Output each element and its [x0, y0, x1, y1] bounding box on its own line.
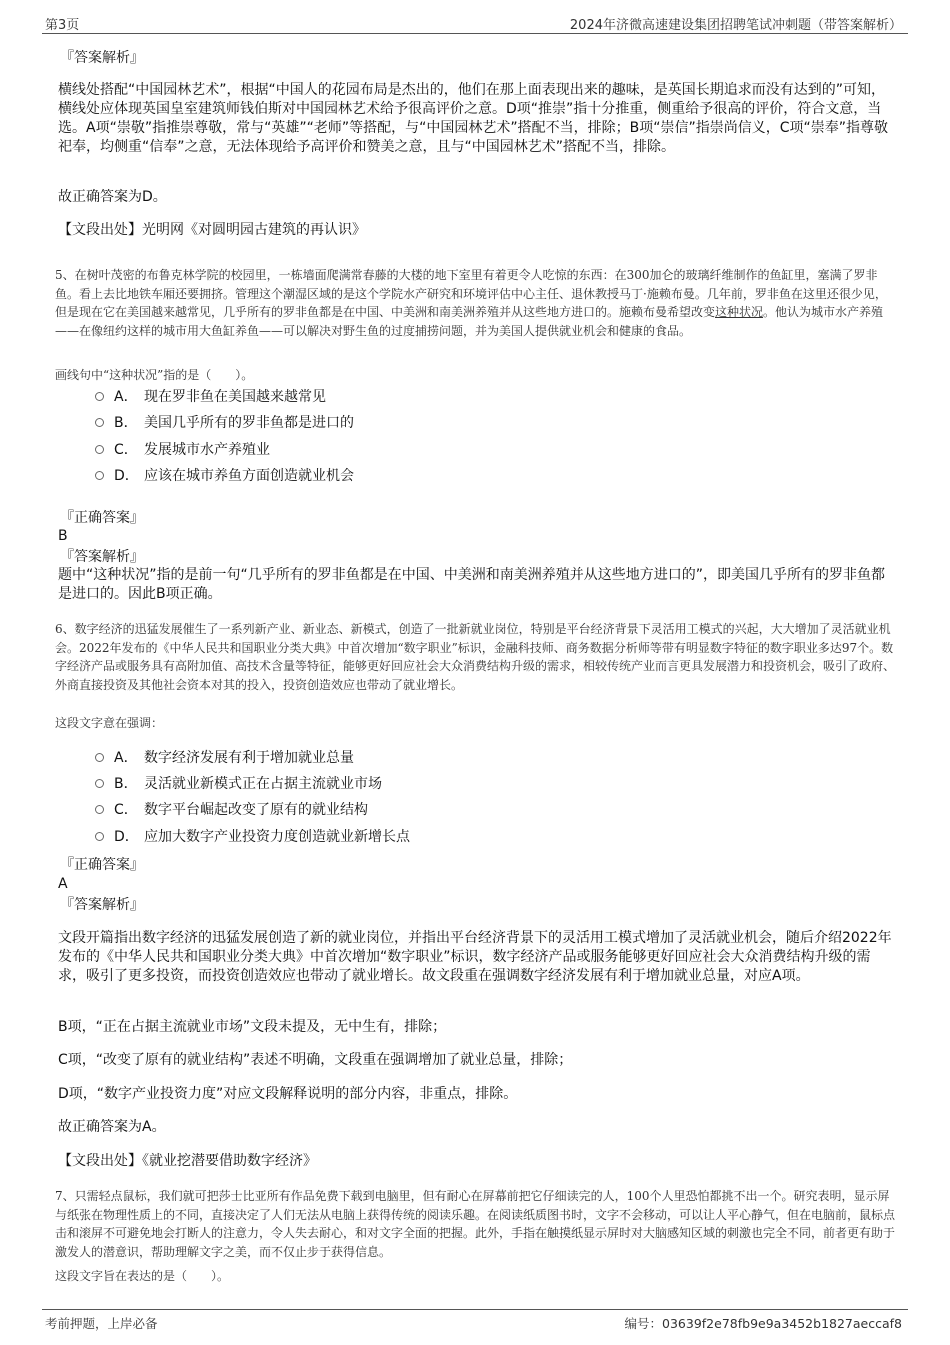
q6-stem: 6、数字经济的迅猛发展催生了一系列新产业、新业态、新模式，创造了一批新就业岗位，特别是平台经济背景下灵活用工模式的兴起，大大增加了灵活就业机会。2022年发布的《中华人民共和国职业分类大典》中首次增加“数字职业”标识，金融科技师、商务数据分析师等带有明显数字特征的数字职业多达97个。数字经济产品或服务具有高附加值、高技术含量等特征，能够更好回应社会大众消费结构升级的需求，相较传统产业而言更具发展潜力和投资机会，吸引了政府、外商直接投资及其他社会资本对其的投入，投资创造效应也带动了就业增长。 — [55, 622, 896, 693]
radio-icon[interactable] — [95, 445, 104, 454]
option-letter: A． — [114, 389, 138, 405]
footer-divider — [42, 1309, 908, 1310]
option-text: 应该在城市养鱼方面创造就业机会 — [144, 468, 354, 484]
q4-source: 【文段出处】光明网《对圆明园古建筑的再认识》 — [58, 222, 366, 238]
q6-option-a[interactable] — [95, 748, 354, 768]
radio-icon[interactable] — [95, 805, 104, 814]
q6-answer-heading: 『正确答案』 — [60, 857, 144, 873]
q5-option-a[interactable] — [95, 387, 326, 407]
radio-icon[interactable] — [95, 392, 104, 401]
document-code — [625, 1314, 903, 1332]
q6-conclusion: 故正确答案为A。 — [58, 1119, 166, 1135]
radio-icon[interactable] — [95, 832, 104, 841]
page-number: 第3页 — [45, 18, 80, 33]
option-letter: D． — [114, 468, 139, 484]
option-text: 美国几乎所有的罗非鱼都是进口的 — [144, 415, 354, 431]
radio-icon[interactable] — [95, 779, 104, 788]
option-text: 发展城市水产养殖业 — [144, 442, 270, 458]
q5-answer-heading: 『正确答案』 — [60, 510, 144, 526]
option-letter: A． — [114, 750, 138, 766]
radio-icon[interactable] — [95, 471, 104, 480]
q5-analysis-heading: 『答案解析』 — [60, 549, 144, 565]
footer-slogan: 考前押题，上岸必备 — [45, 1316, 158, 1331]
q7-question: 这段文字旨在表达的是（ ）。 — [55, 1269, 230, 1283]
q5-option-c[interactable] — [95, 440, 270, 460]
q6-option-d-note: D项，“数字产业投资力度”对应文段解释说明的部分内容，非重点，排除。 — [58, 1086, 518, 1102]
q5-question: 画线句中“这种状况”指的是（ ）。 — [55, 368, 254, 382]
option-text: 应加大数字产业投资力度创造就业新增长点 — [144, 829, 410, 845]
q5-option-d[interactable] — [95, 466, 354, 486]
q5-stem — [55, 266, 895, 341]
option-text: 数字平台崛起改变了原有的就业结构 — [144, 802, 368, 818]
option-letter: B． — [114, 776, 138, 792]
option-letter: C． — [114, 802, 138, 818]
radio-icon[interactable] — [95, 418, 104, 427]
q6-option-d[interactable] — [95, 827, 410, 847]
option-letter: D． — [114, 829, 139, 845]
q6-option-c[interactable] — [95, 800, 368, 820]
q4-analysis-text: 横线处搭配“中国园林艺术”，根据“中国人的花园布局是杰出的，他们在那上面表现出来的趣味，是英国长期追求而没有达到的”可知，横线处应体现英国皇室建筑师钱伯斯对中国园林艺术给予很高评价之意。D项“推崇”指十分推重，侧重给予很高的评价，符合文意，当选。A项“崇敬”指推崇尊敬，常与“英雄”“老师”等搭配，与“中国园林艺术”搭配不当，排除；B项“崇信”指崇尚信义，C项“崇奉”指尊敬祀奉，均侧重“信奉”之意，无法体现给予高评价和赞美之意，且与“中国园林艺术”搭配不当，排除。 — [58, 82, 888, 155]
option-letter: C． — [114, 442, 138, 458]
q6-analysis-text: 文段开篇指出数字经济的迅猛发展创造了新的就业岗位，并指出平台经济背景下的灵活用工模式增加了灵活就业机会，随后介绍2022年发布的《中华人民共和国职业分类大典》中首次增加“数字职业”标识，数字经济产品或服务能够更好回应社会大众消费结构升级的需求，吸引了更多投资，而投资创造效应也带动了就业增长。故文段重在强调数字经济发展有利于增加就业总量，对应A项。 — [58, 930, 892, 984]
code-value: 03639f2e78fb9e9a3452b1827aeccaf8 — [662, 1316, 902, 1331]
option-letter: B． — [114, 415, 138, 431]
radio-icon[interactable] — [95, 753, 104, 762]
q6-option-c-note: C项，“改变了原有的就业结构”表述不明确，文段重在强调增加了就业总量，排除； — [58, 1052, 573, 1068]
q5-stem-underlined: 这种状况 — [715, 305, 764, 320]
q6-option-b[interactable] — [95, 774, 382, 794]
option-text: 现在罗非鱼在美国越来越常见 — [144, 389, 326, 405]
document-title: 2024年济微高速建设集团招聘笔试冲刺题（带答案解析） — [569, 18, 902, 33]
q4-conclusion: 故正确答案为D。 — [58, 189, 167, 205]
header-divider — [42, 33, 908, 34]
option-text: 灵活就业新模式正在占据主流就业市场 — [144, 776, 382, 792]
q5-option-b[interactable] — [95, 413, 354, 433]
q5-answer: B — [58, 528, 68, 544]
q6-answer: A — [58, 876, 68, 892]
q6-question: 这段文字意在强调： — [55, 716, 164, 730]
q6-analysis-heading: 『答案解析』 — [60, 897, 144, 913]
q5-stem-before: 5、在树叶茂密的布鲁克林学院的校园里，一栋墙面爬满常春藤的大楼的地下室里有着更令人吃惊的东西：在300加仑的玻璃纤维制作的鱼缸里，塞满了罗非鱼。看上去比地铁车厢还要拥挤。管理这个潮湿区域的是这个学院水产研究和环境评估中心主任、退休教授马丁·施赖布曼。几年前，罗非鱼在这里还很少见，但是现在它在美国越来越常见，几乎所有的罗非鱼都是在中国、中美洲和南美洲养殖并从这些地方进口的。施赖布曼希望改变 — [55, 268, 887, 320]
q6-source: 【文段出处】《就业挖潜要借助数字经济》 — [58, 1153, 317, 1169]
q5-analysis-text: 题中“这种状况”指的是前一句“几乎所有的罗非鱼都是在中国、中美洲和南美洲养殖并从这些地方进口的”，即美国几乎所有的罗非鱼都是进口的。因此B项正确。 — [58, 567, 886, 602]
code-label: 编号： — [624, 1316, 663, 1331]
q6-option-b-note: B项，“正在占据主流就业市场”文段未提及，无中生有，排除； — [58, 1019, 447, 1035]
option-text: 数字经济发展有利于增加就业总量 — [144, 750, 354, 766]
q7-stem: 7、只需轻点鼠标，我们就可把莎士比亚所有作品免费下载到电脑里，但有耐心在屏幕前把它仔细读完的人，100个人里恐怕都挑不出一个。研究表明，显示屏与纸张在物理性质上的不同，直接决定了人们无法从电脑上获得传统的阅读乐趣。在阅读纸质图书时，文字不会移动，可以让人平心静气，但在电脑前，鼠标点击和滚屏不可避免地会打断人的注意力，令人失去耐心，和对文字全面的把握。此外，手指在触摸纸显示屏时对大脑感知区域的刺激也完全不同，前者更有助于激发人的潜意识，帮助理解文字之美，而不仅止步于获得信息。 — [55, 1189, 896, 1260]
q4-analysis-heading: 『答案解析』 — [60, 50, 144, 66]
q5-stem-after: 。他认为城市水产养殖——在像纽约这样的城市用大鱼缸养鱼——可以解决对野生鱼的过度捕捞问题，并为美国人提供就业机会和健康的食品。 — [55, 305, 884, 339]
